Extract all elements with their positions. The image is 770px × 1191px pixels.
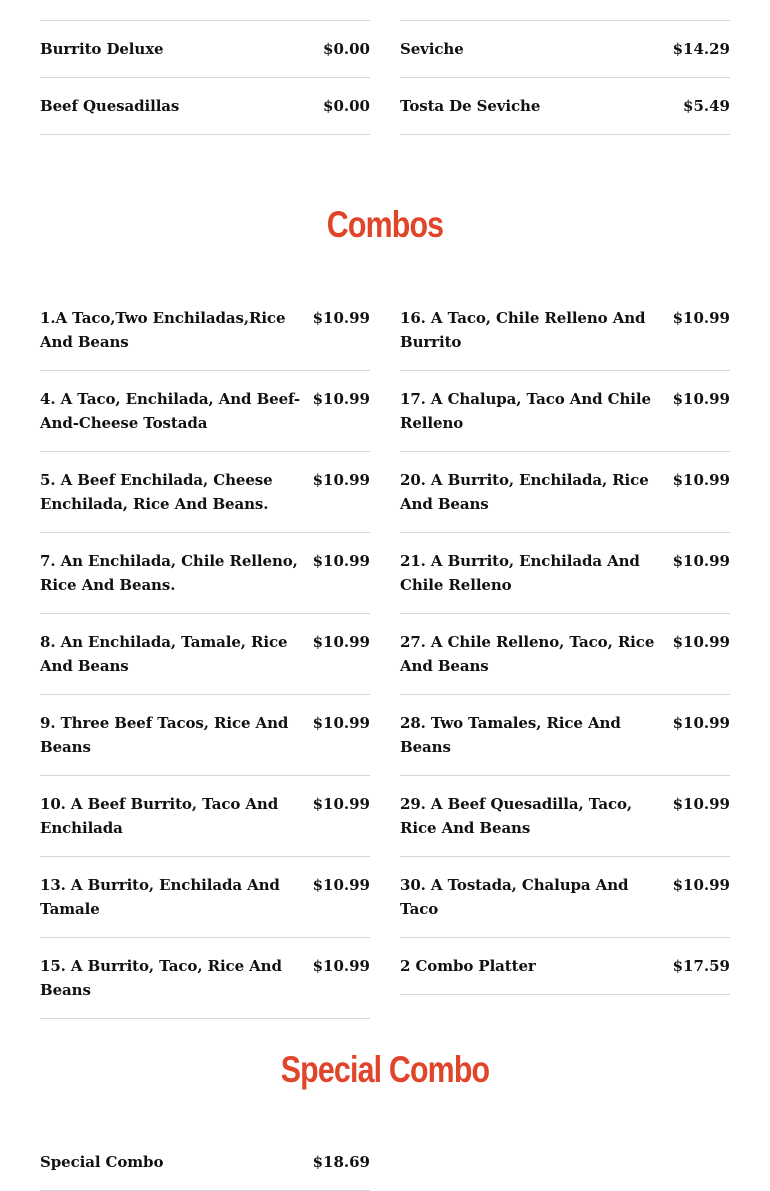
menu-item-price: $10.99 (672, 633, 730, 651)
menu-item-price: $10.99 (312, 795, 370, 813)
menu-item-name: 9. Three Beef Tacos, Rice And Beans (40, 714, 289, 756)
combos-grid (40, 290, 730, 1019)
combos-section (40, 290, 730, 1019)
previous-category-grid (40, 0, 730, 135)
menu-item-price: $10.99 (672, 552, 730, 570)
menu-item-price: $18.69 (312, 1153, 370, 1171)
menu-item-price: $10.99 (312, 876, 370, 894)
menu-item-price: $10.99 (312, 309, 370, 327)
previous-category-left-column (40, 0, 370, 135)
menu-item[interactable] (40, 938, 370, 1019)
menu-item-price: $10.99 (312, 957, 370, 975)
menu-item[interactable] (400, 371, 730, 452)
menu-item-name: Special Combo (40, 1153, 164, 1171)
menu-item-name: 5. A Beef Enchilada, Cheese Enchilada, Rice And Beans. (40, 471, 273, 513)
menu-item[interactable] (400, 452, 730, 533)
menu-item[interactable] (400, 78, 730, 135)
menu-item-price: $10.99 (672, 471, 730, 489)
menu-item[interactable] (40, 0, 370, 21)
menu-item[interactable] (40, 290, 370, 371)
menu-item[interactable] (400, 614, 730, 695)
menu-item-name: 20. A Burrito, Enchilada, Rice And Beans (400, 471, 649, 513)
combos-right-column (400, 290, 730, 1019)
menu-item-name: 21. A Burrito, Enchilada And Chile Relleno (400, 552, 640, 594)
menu-item-name: Beef Quesadillas (40, 97, 180, 115)
previous-category-section (40, 0, 730, 135)
menu-item-price: $17.59 (672, 957, 730, 975)
menu-item-price: $10.99 (312, 552, 370, 570)
menu-item-price: $10.99 (672, 714, 730, 732)
menu-item-name: Tosta De Seviche (400, 97, 541, 115)
menu-item-name: 17. A Chalupa, Taco And Chile Relleno (400, 390, 651, 432)
menu-item[interactable] (400, 290, 730, 371)
menu-item-name: 28. Two Tamales, Rice And Beans (400, 714, 621, 756)
menu-item[interactable] (40, 776, 370, 857)
menu-item[interactable] (40, 21, 370, 78)
menu-item[interactable] (400, 857, 730, 938)
menu-item[interactable] (400, 21, 730, 78)
menu-item-name: 29. A Beef Quesadilla, Taco, Rice And Beans (400, 795, 633, 837)
menu-item-price (683, 0, 730, 4)
menu-item-price: $10.99 (312, 390, 370, 408)
menu-item-name: 7. An Enchilada, Chile Relleno, Rice And Beans. (40, 552, 298, 594)
menu-item-name: 27. A Chile Relleno, Taco, Rice And Beans (400, 633, 655, 675)
menu-item-price: $10.99 (672, 309, 730, 327)
menu-item-name: 4. A Taco, Enchilada, And Beef-And-Cheese Tostada (40, 390, 300, 432)
menu-item[interactable] (40, 533, 370, 614)
combos-left-column (40, 290, 370, 1019)
menu-item-name: 1.A Taco,Two Enchiladas,Rice And Beans (40, 309, 286, 351)
menu-item-price: $10.99 (312, 471, 370, 489)
menu-item-name: 10. A Beef Burrito, Taco And Enchilada (40, 795, 279, 837)
menu-item-price: $5.49 (683, 97, 730, 115)
menu-item[interactable] (40, 371, 370, 452)
menu-item-price: $14.29 (672, 40, 730, 58)
menu-item-price: $10.99 (672, 876, 730, 894)
menu-item-name: 13. A Burrito, Enchilada And Tamale (40, 876, 280, 918)
menu-item[interactable] (400, 938, 730, 995)
menu-item-price: $10.99 (312, 633, 370, 651)
menu-item-name: 30. A Tostada, Chalupa And Taco (400, 876, 629, 918)
menu-item-name (40, 0, 156, 4)
menu-item-name (400, 0, 465, 4)
menu-item-name: 8. An Enchilada, Tamale, Rice And Beans (40, 633, 288, 675)
previous-category-right-column (400, 0, 730, 135)
menu-item-price: $10.99 (672, 795, 730, 813)
menu-item-price: $0.00 (323, 40, 370, 58)
section-title-special-combo: Special Combo (280, 1049, 490, 1090)
menu-item[interactable] (400, 0, 730, 21)
menu-item-price: $10.99 (672, 390, 730, 408)
menu-item[interactable] (400, 695, 730, 776)
menu-item-price (323, 0, 370, 4)
menu-item-name: Seviche (400, 40, 464, 58)
menu-item[interactable] (40, 614, 370, 695)
menu-item-name: 2 Combo Platter (400, 957, 536, 975)
menu-item-name: Burrito Deluxe (40, 40, 164, 58)
menu-item[interactable] (40, 857, 370, 938)
menu-item[interactable] (400, 533, 730, 614)
menu-item[interactable] (400, 776, 730, 857)
menu-item-price: $0.00 (323, 97, 370, 115)
section-title-combos: Combos (326, 204, 444, 245)
menu-item-price: $10.99 (312, 714, 370, 732)
menu-item[interactable] (40, 452, 370, 533)
menu-item[interactable] (40, 695, 370, 776)
menu-item[interactable] (40, 78, 370, 135)
menu-item-name: 16. A Taco, Chile Relleno And Burrito (400, 309, 646, 351)
menu-item-name: 15. A Burrito, Taco, Rice And Beans (40, 957, 282, 999)
